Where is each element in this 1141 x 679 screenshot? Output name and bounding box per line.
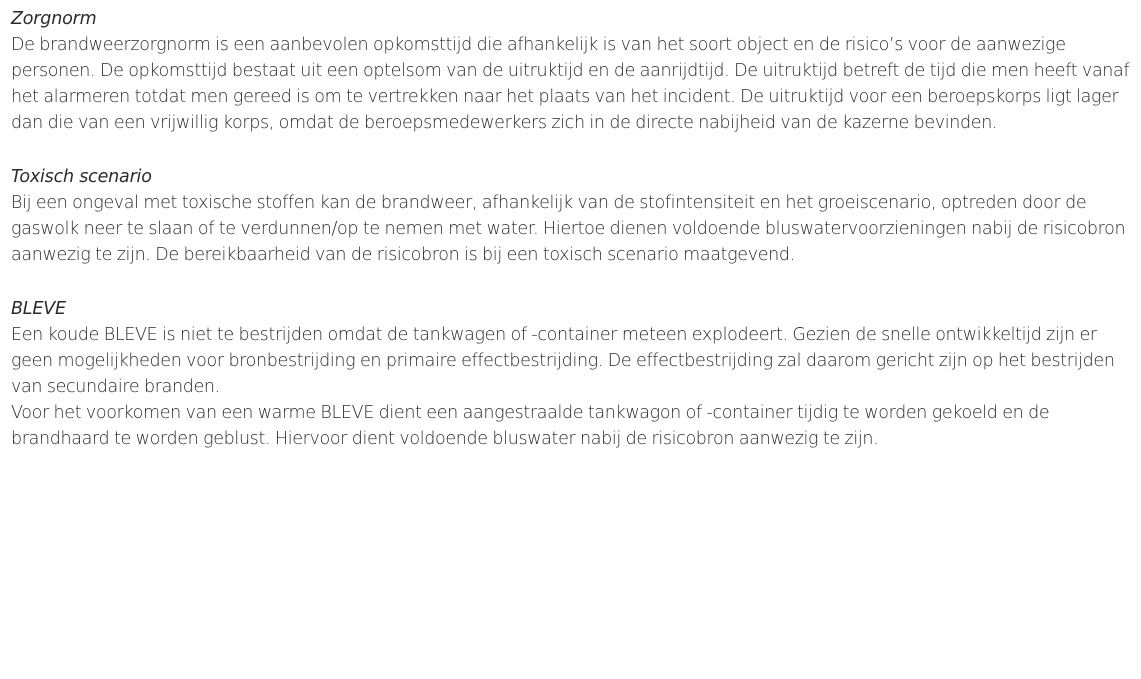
section-heading: Zorgnorm (11, 9, 97, 29)
section-bleve (11, 296, 1136, 452)
document-page (11, 6, 1136, 480)
section-heading: BLEVE (11, 299, 66, 319)
section-paragraph: Een koude BLEVE is niet te bestrijden omdat de tankwagen of -container meteen explodeert. Gezien de snelle ontwikkeltijd zijn er geen mogelijkheden voor bronbestrijding en primaire effectbestrijding. De effectbestrijding zal daarom gericht zijn op het bestrijden van secundaire branden. (11, 325, 1115, 397)
section-paragraph: De brandweerzorgnorm is een aanbevolen opkomsttijd die afhankelijk is van het soort object en de risico’s voor de aanwezige personen. De opkomsttijd bestaat uit een optelsom van de uitruktijd en de aanrijdtijd. De uitruktijd betreft de tijd die men heeft vanaf het alarmeren totdat men gereed is om te vertrekken naar het plaats van het incident. De uitruktijd voor een beroepskorps ligt lager dan die van een vrijwillig korps, omdat de beroepsmedewerkers zich in de directe nabijheid van de kazerne bevinden. (11, 35, 1130, 133)
section-toxisch-scenario (11, 164, 1136, 268)
section-paragraph: Bij een ongeval met toxische stoffen kan de brandweer, afhankelijk van de stofintensiteit en het groeiscenario, optreden door de gaswolk neer te slaan of te verdunnen/op te nemen met water. Hiertoe dienen voldoende bluswatervoorzieningen nabij de risicobron aanwezig te zijn. De bereikbaarheid van de risicobron is bij een toxisch scenario maatgevend. (11, 193, 1126, 265)
section-heading: Toxisch scenario (11, 167, 152, 187)
section-paragraph: Voor het voorkomen van een warme BLEVE dient een aangestraalde tankwagon of -container tijdig te worden gekoeld en de brandhaard te worden geblust. Hiervoor dient voldoende bluswater nabij de risicobron aanwezig te zijn. (11, 403, 1050, 449)
section-zorgnorm (11, 6, 1136, 136)
